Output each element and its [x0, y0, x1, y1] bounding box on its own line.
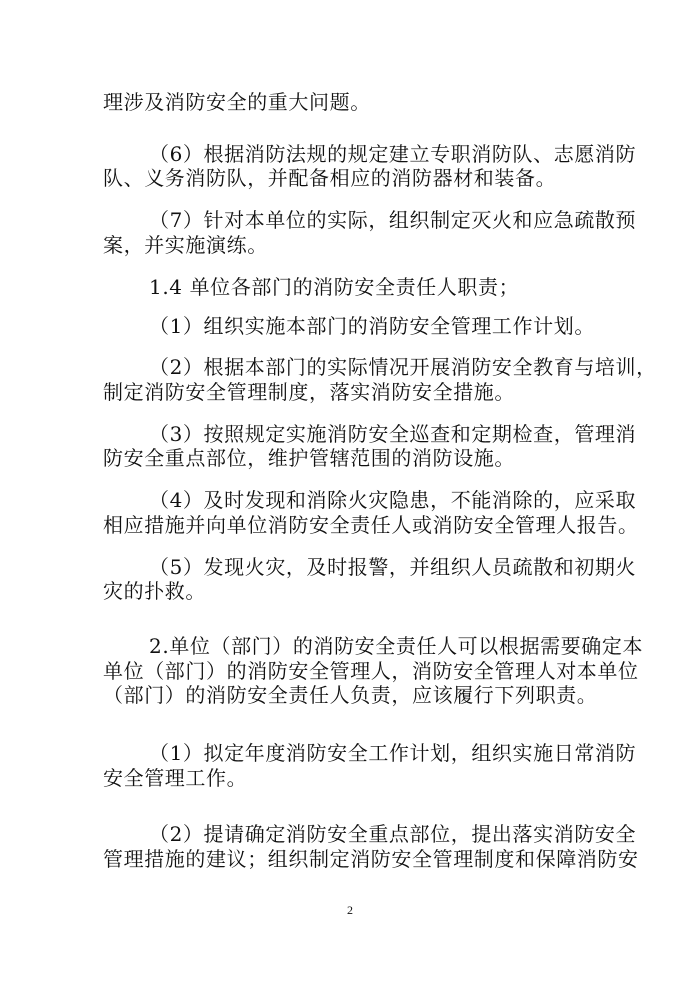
text-line: 相应措施并向单位消防安全责任人或消防安全管理人报告。 [103, 513, 639, 537]
text-line: 灾的扑救。 [103, 579, 206, 603]
page-number: 2 [347, 903, 353, 917]
text-line: 单位（部门）的消防安全管理人，消防安全管理人对本单位 [103, 659, 639, 683]
text-line: 安全管理工作。 [103, 766, 248, 790]
text-line: （1）组织实施本部门的消防安全管理工作计划。 [149, 314, 595, 338]
text-line: 防安全重点部位，维护管辖范围的消防设施。 [103, 446, 515, 470]
section-heading: 1.4 单位各部门的消防安全责任人职责； [149, 275, 520, 299]
text-line: （4）及时发现和消除火灾隐患，不能消除的，应采取 [149, 488, 637, 512]
section-heading: 2.单位（部门）的消防安全责任人可以根据需要确定本 [149, 634, 644, 658]
text-line: （1）拟定年度消防安全工作计划，组织实施日常消防 [149, 741, 637, 765]
text-line: （5）发现火灾，及时报警，并组织人员疏散和初期火 [149, 555, 637, 579]
text-line: 管理措施的建议；组织制定消防安全管理制度和保障消防安 [103, 847, 639, 871]
text-line: （部门）的消防安全责任人负责，应该履行下列职责。 [103, 683, 598, 707]
text-line: （2）提请确定消防安全重点部位，提出落实消防安全 [149, 822, 637, 846]
text-line: （3）按照规定实施消防安全巡查和定期检查，管理消 [149, 422, 637, 446]
text-line: （7）针对本单位的实际，组织制定灭火和应急疏散预 [149, 208, 637, 232]
text-line: （2）根据本部门的实际情况开展消防安全教育与培训， [149, 355, 657, 379]
text-line: 队、义务消防队，并配备相应的消防器材和装备。 [103, 166, 557, 190]
text-line: 理涉及消防安全的重大问题。 [103, 90, 371, 114]
text-line: （6）根据消防法规的规定建立专职消防队、志愿消防 [149, 142, 637, 166]
text-line: 制定消防安全管理制度，落实消防安全措施。 [103, 380, 515, 404]
text-line: 案，并实施演练。 [103, 233, 268, 257]
